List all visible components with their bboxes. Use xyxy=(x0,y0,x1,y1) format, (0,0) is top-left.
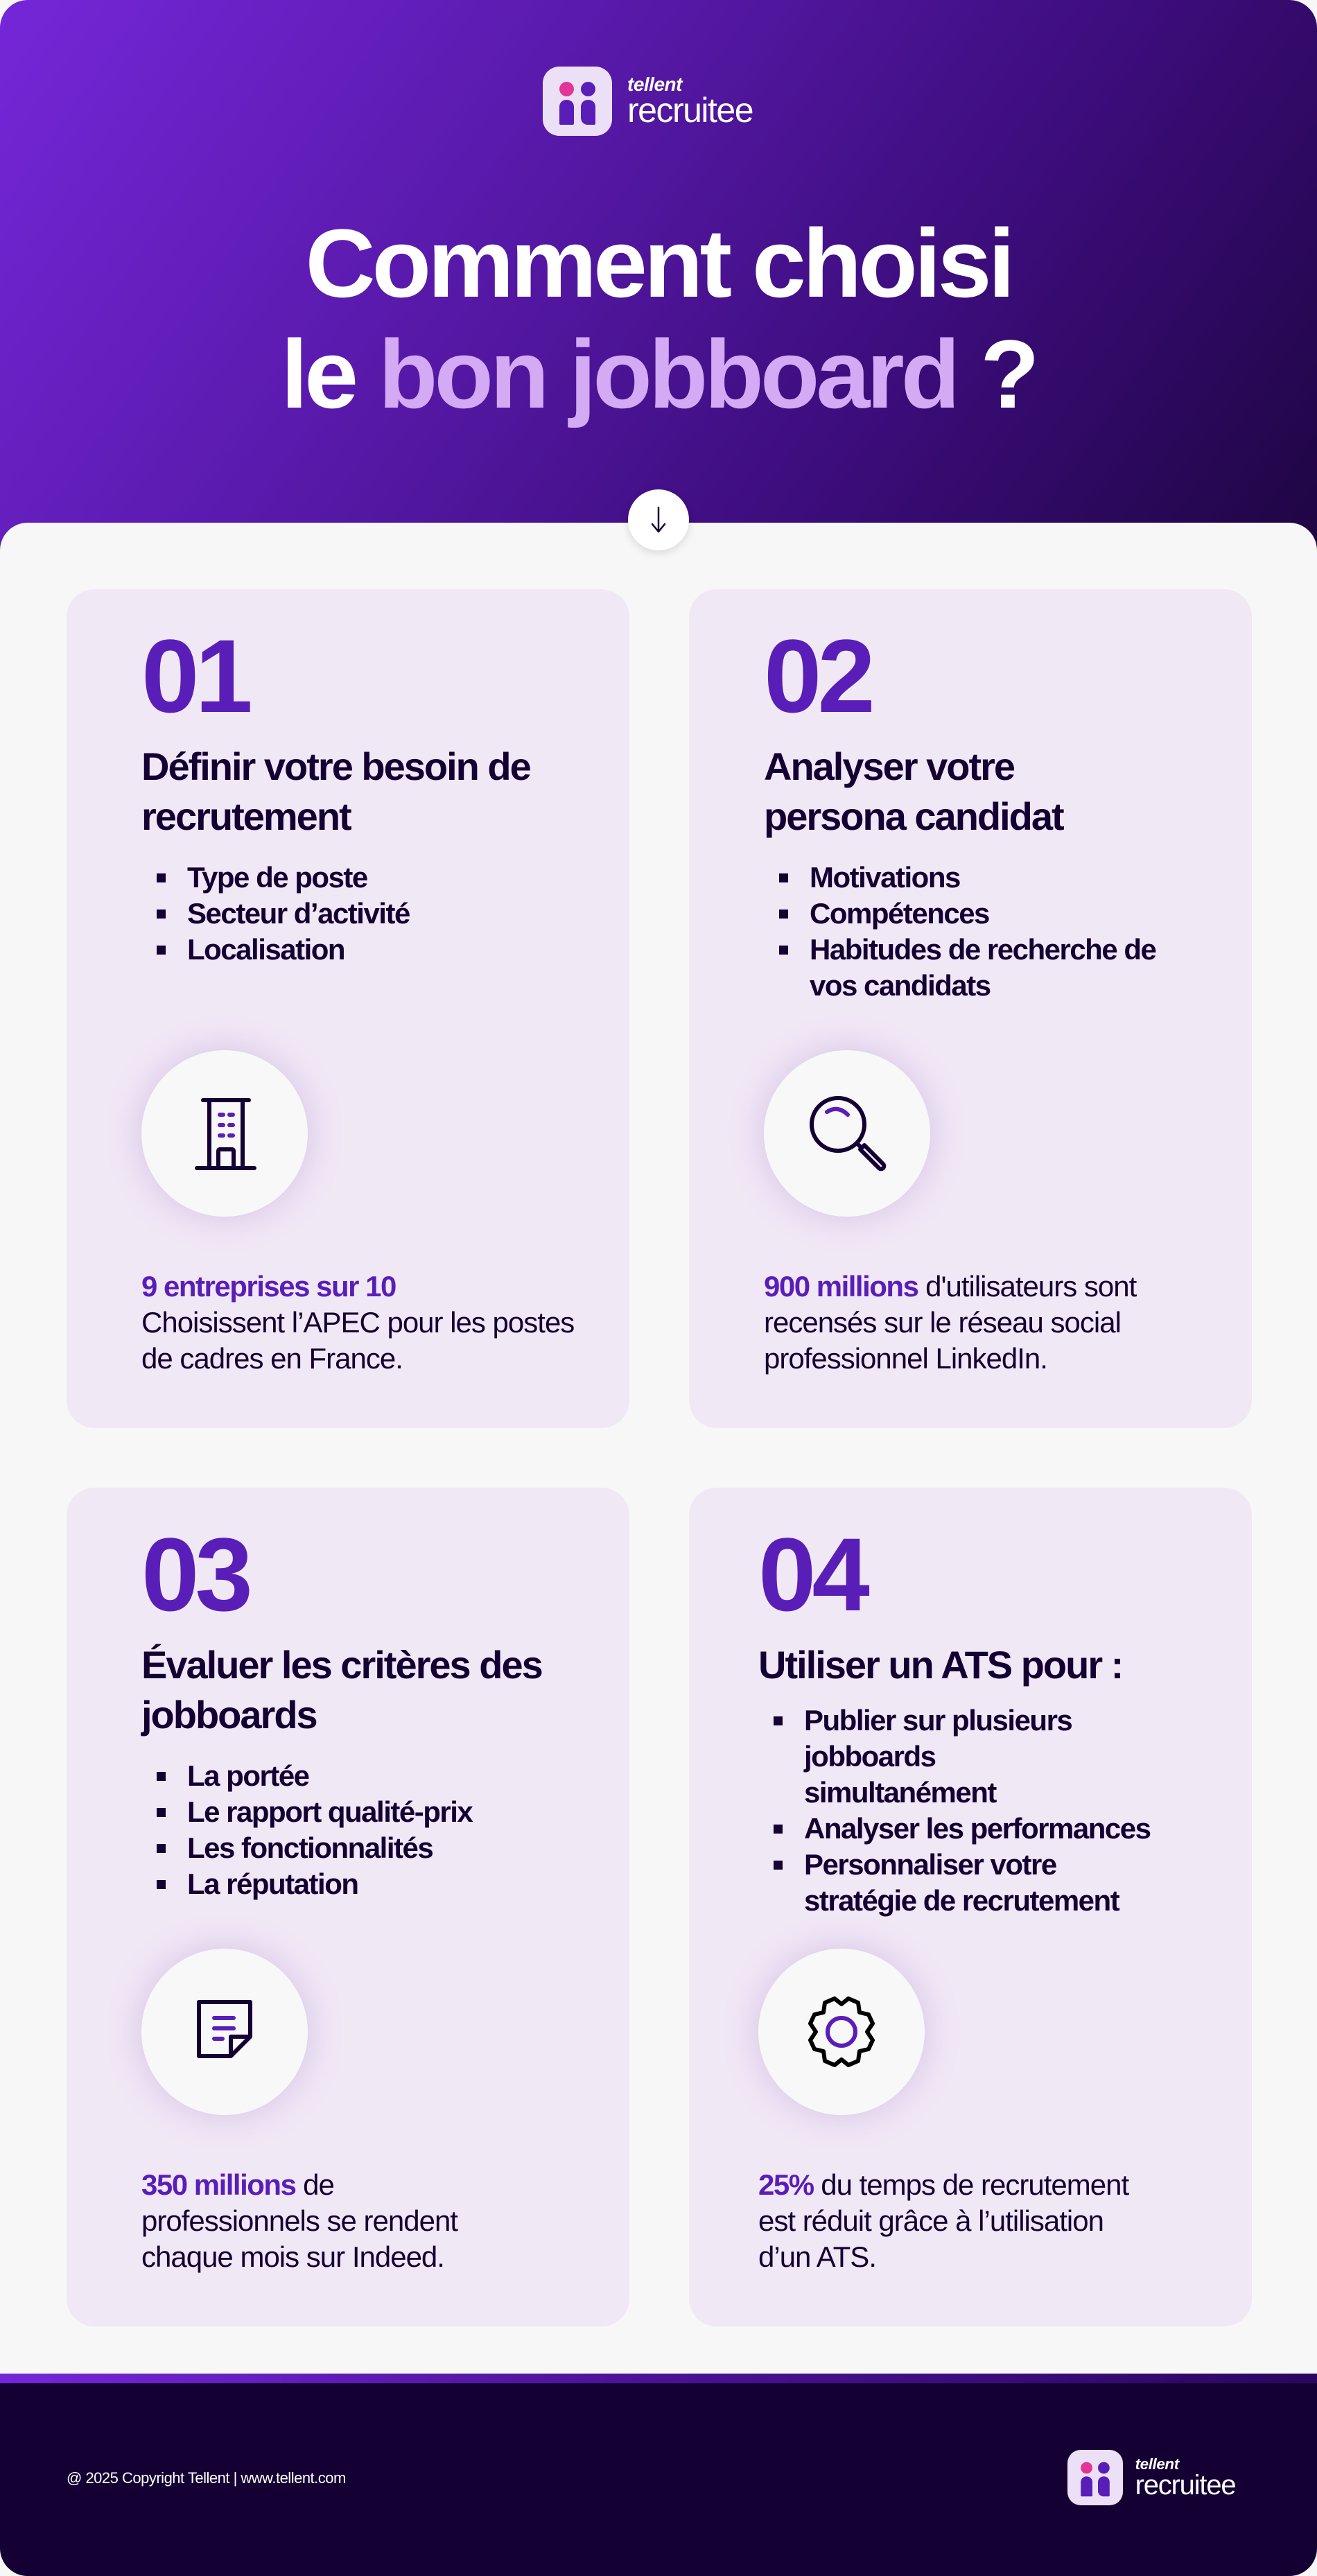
step-title: Définir votre besoin de recrutement xyxy=(141,745,530,838)
stat-body: d'utilisateurs sont recensés sur le réseau social professionnel LinkedIn. xyxy=(764,1270,1137,1375)
footer-stripe xyxy=(0,2374,1317,2383)
list-item: Type de poste xyxy=(141,860,599,896)
list-item: Le rapport qualité-prix xyxy=(141,1794,599,1830)
stat-text xyxy=(758,2167,1160,2275)
step-card-4 xyxy=(689,1488,1252,2326)
stat-highlight: 9 entreprises sur 10 xyxy=(141,1270,396,1303)
step-card-3 xyxy=(67,1488,629,2326)
title-line-1: Comment choisi xyxy=(305,209,1012,317)
stat-text xyxy=(764,1269,1180,1377)
step-card-1 xyxy=(67,589,629,1428)
list-item: Publier sur plusieurs jobboards simultanément xyxy=(758,1703,1230,1811)
step-number: 01 xyxy=(141,618,249,734)
scroll-down-button[interactable] xyxy=(628,489,689,550)
stat-text xyxy=(141,1269,585,1377)
step-list xyxy=(141,1758,599,1902)
step-list xyxy=(758,1703,1230,1919)
title-line-2-suffix: ? xyxy=(957,320,1036,428)
step-number: 03 xyxy=(141,1516,249,1633)
list-item: Localisation xyxy=(141,932,599,968)
step-list xyxy=(764,860,1166,1004)
magnifier-icon xyxy=(802,1088,892,1178)
stat-body: Choisissent l’APEC pour les postes de cadres en France. xyxy=(141,1306,575,1375)
step-card-2 xyxy=(689,589,1252,1428)
step-number: 04 xyxy=(758,1516,866,1633)
icon-circle xyxy=(141,1949,308,2115)
logo-recruitee-text: recruitee xyxy=(1135,2469,1236,2500)
stat-body: du temps de recrutement est réduit grâce à l’utilisation d’un ATS. xyxy=(758,2168,1129,2273)
title-line-2-accent: bon jobboard xyxy=(378,320,957,428)
logo-recruitee-text: recruitee xyxy=(627,91,753,130)
list-item: Compétences xyxy=(764,896,1166,932)
logo-badge-icon xyxy=(1067,2450,1123,2505)
list-item: Habitudes de recherche de vos candidats xyxy=(764,932,1166,1004)
step-list xyxy=(141,860,599,968)
gear-icon xyxy=(796,1987,887,2077)
logo-badge-icon xyxy=(543,67,612,136)
list-item: La portée xyxy=(141,1758,599,1794)
list-item: Motivations xyxy=(764,860,1166,896)
page-title xyxy=(0,208,1317,430)
stat-highlight: 350 millions xyxy=(141,2168,296,2201)
logo-tellent-text: tellent xyxy=(1135,2455,1179,2473)
logo-tellent-text: tellent xyxy=(627,73,682,95)
icon-circle xyxy=(764,1050,930,1217)
header xyxy=(0,0,1317,555)
stat-highlight: 900 millions xyxy=(764,1270,918,1303)
step-title: Utiliser un ATS pour : xyxy=(758,1643,1123,1687)
list-item: Secteur d’activité xyxy=(141,896,599,932)
arrow-down-icon xyxy=(648,505,669,535)
step-title: Évaluer les critères des jobboards xyxy=(141,1643,542,1737)
footer-brand-logo[interactable] xyxy=(1067,2450,1235,2505)
list-item: Personnaliser votre stratégie de recrutement xyxy=(758,1847,1230,1919)
icon-circle xyxy=(141,1050,308,1217)
title-line-2-prefix: le xyxy=(281,320,378,428)
list-item: Analyser les performances xyxy=(758,1811,1230,1847)
stat-body: de professionnels se rendent chaque mois sur Indeed. xyxy=(141,2168,457,2273)
brand-logo xyxy=(543,67,753,136)
list-item: La réputation xyxy=(141,1866,599,1902)
document-icon xyxy=(180,1987,270,2077)
stat-text xyxy=(141,2167,516,2275)
icon-circle xyxy=(758,1949,925,2115)
step-number: 02 xyxy=(764,618,871,734)
stat-highlight: 25% xyxy=(758,2168,814,2201)
list-item: Les fonctionnalités xyxy=(141,1830,599,1866)
copyright-text: @ 2025 Copyright Tellent | www.tellent.com xyxy=(67,2469,346,2487)
step-title: Analyser votre persona candidat xyxy=(764,745,1063,838)
footer xyxy=(0,2383,1317,2576)
building-icon xyxy=(180,1088,270,1178)
